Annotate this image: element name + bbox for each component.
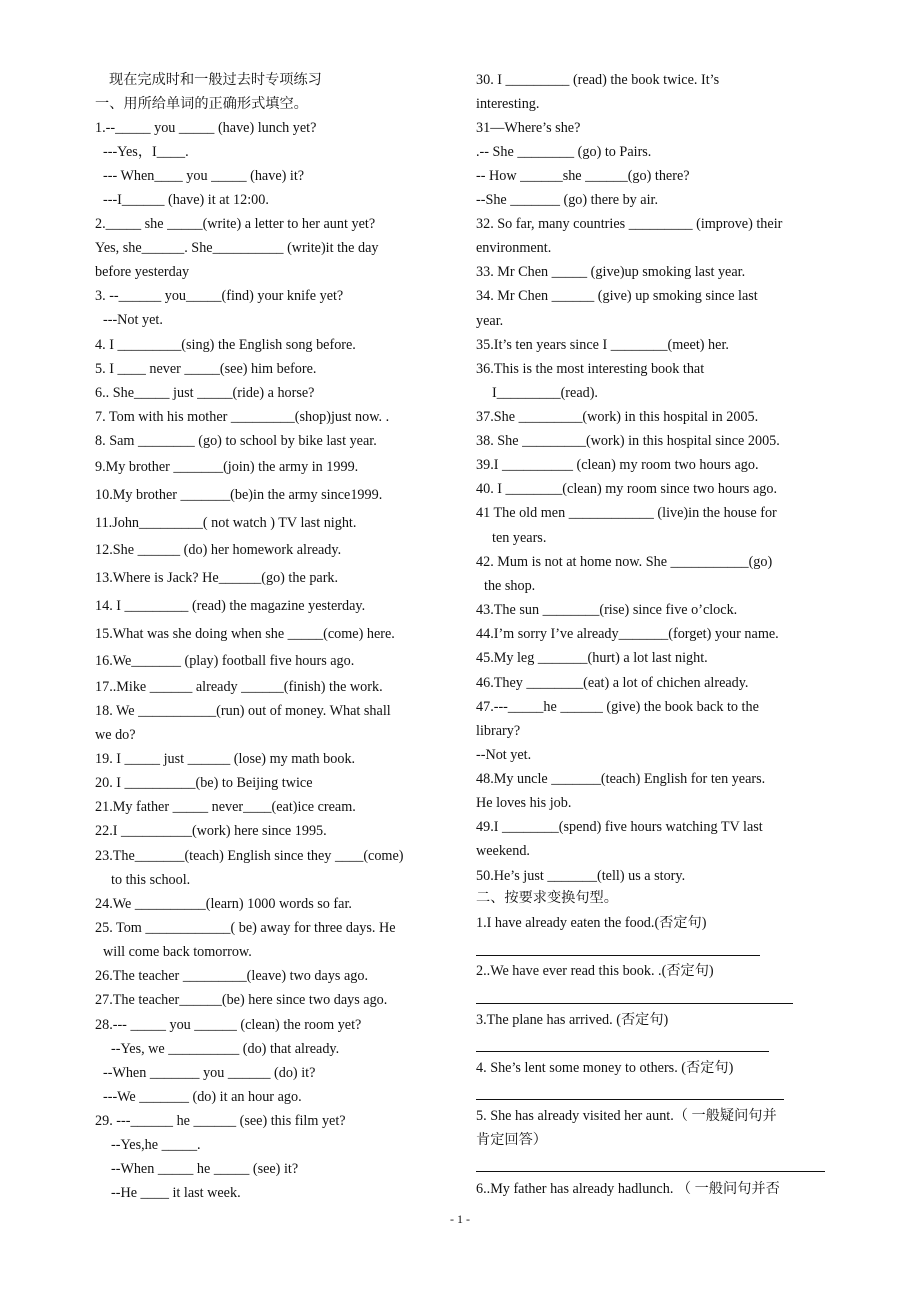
exercise-line: 36.This is the most interesting book that: [476, 361, 705, 377]
answer-line: [476, 1051, 769, 1052]
exercise-line: 10.My brother _______(be)in the army since1999.: [95, 487, 383, 503]
answer-line: [476, 1171, 825, 1172]
exercise-line: 3. --______ you_____(find) your knife yet?: [95, 288, 344, 304]
exercise-line: 43.The sun ________(rise) since five o’clock.: [476, 602, 738, 618]
exercise-line: 45.My leg _______(hurt) a lot last night.: [476, 650, 708, 666]
exercise-line: 35.It’s ten years since I ________(meet) her.: [476, 337, 729, 353]
answer-line: [476, 955, 760, 956]
exercise-line: 47.---_____he ______ (give) the book back to the: [476, 699, 759, 715]
exercise-line: 38. She _________(work) in this hospital since 2005.: [476, 433, 780, 449]
exercise-line: 28.--- _____ you ______ (clean) the room yet?: [95, 1017, 362, 1033]
transform-line: 5. She has already visited her aunt.（ 一般疑问句并: [476, 1108, 777, 1124]
exercise-line: 14. I _________ (read) the magazine yesterday.: [95, 598, 366, 614]
exercise-line: --She _______ (go) there by air.: [476, 192, 659, 208]
exercise-line: --He ____ it last week.: [111, 1185, 241, 1201]
exercise-line: --When _____ he _____ (see) it?: [111, 1161, 299, 1177]
transform-line: 6..My father has already hadlunch. （ 一般问句并否: [476, 1181, 780, 1197]
exercise-line: 15.What was she doing when she _____(come) here.: [95, 626, 395, 642]
exercise-line: we do?: [95, 727, 136, 743]
exercise-line: ---I______ (have) it at 12:00.: [103, 192, 269, 208]
answer-line: [476, 1099, 784, 1100]
exercise-line: --When _______ you ______ (do) it?: [103, 1065, 316, 1081]
exercise-line: 37.She _________(work) in this hospital in 2005.: [476, 409, 759, 425]
exercise-line: ---Yes，I____.: [103, 144, 189, 160]
exercise-line: He loves his job.: [476, 795, 572, 811]
exercise-line: year.: [476, 313, 504, 329]
exercise-line: interesting.: [476, 96, 540, 112]
worksheet-title: 现在完成时和一般过去时专项练习: [109, 72, 322, 88]
exercise-line: the shop.: [484, 578, 536, 594]
exercise-line: 19. I _____ just ______ (lose) my math book.: [95, 751, 356, 767]
exercise-line: 9.My brother _______(join) the army in 1999.: [95, 459, 359, 475]
exercise-line: 41 The old men ____________ (live)in the house for: [476, 505, 777, 521]
exercise-line: --Yes,he _____.: [111, 1137, 201, 1153]
exercise-line: 25. Tom ____________( be) away for three days. He: [95, 920, 396, 936]
exercise-line: 22.I __________(work) here since 1995.: [95, 823, 327, 839]
exercise-line: ---Not yet.: [103, 312, 163, 328]
exercise-line: 26.The teacher _________(leave) two days ago.: [95, 968, 369, 984]
exercise-line: I_________(read).: [492, 385, 598, 401]
exercise-line: weekend.: [476, 843, 530, 859]
transform-line: 4. She’s lent some money to others. (否定句): [476, 1060, 734, 1076]
exercise-line: -- How ______she ______(go) there?: [476, 168, 690, 184]
exercise-line: 20. I __________(be) to Beijing twice: [95, 775, 313, 791]
exercise-line: 42. Mum is not at home now. She ___________(go): [476, 554, 773, 570]
exercise-line: 17..Mike ______ already ______(finish) the work.: [95, 679, 383, 695]
exercise-line: --- When____ you _____ (have) it?: [103, 168, 305, 184]
transform-line: 2..We have ever read this book. .(否定句): [476, 963, 714, 979]
exercise-line: 33. Mr Chen _____ (give)up smoking last year.: [476, 264, 746, 280]
transform-line: 1.I have already eaten the food.(否定句): [476, 915, 707, 931]
exercise-line: 16.We_______ (play) football five hours ago.: [95, 653, 355, 669]
transform-line: 肯定回答）: [476, 1132, 547, 1148]
exercise-line: 8. Sam ________ (go) to school by bike last year.: [95, 433, 377, 449]
exercise-line: before yesterday: [95, 264, 190, 280]
exercise-line: will come back tomorrow.: [103, 944, 252, 960]
exercise-line: 13.Where is Jack? He______(go) the park.: [95, 570, 339, 586]
exercise-line: environment.: [476, 240, 552, 256]
exercise-line: ---We _______ (do) it an hour ago.: [103, 1089, 302, 1105]
exercise-line: 27.The teacher______(be) here since two days ago.: [95, 992, 388, 1008]
exercise-line: 23.The_______(teach) English since they ____(come): [95, 848, 404, 864]
exercise-line: 50.He’s just _______(tell) us a story.: [476, 868, 686, 884]
exercise-line: 32. So far, many countries _________ (improve) their: [476, 216, 783, 232]
exercise-line: 1.--_____ you _____ (have) lunch yet?: [95, 120, 317, 136]
page-number: - 1 -: [450, 1212, 470, 1226]
section-heading-fill-blanks: 一、用所给单词的正确形式填空。: [95, 96, 308, 112]
exercise-line: 11.John_________( not watch ) TV last night.: [95, 515, 357, 531]
exercise-line: 6.. She_____ just _____(ride) a horse?: [95, 385, 315, 401]
exercise-line: Yes, she______. She__________ (write)it the day: [95, 240, 379, 256]
exercise-line: 29. ---______ he ______ (see) this film yet?: [95, 1113, 346, 1129]
exercise-line: 4. I _________(sing) the English song before.: [95, 337, 356, 353]
exercise-line: 21.My father _____ never____(eat)ice cream.: [95, 799, 356, 815]
exercise-line: 44.I’m sorry I’ve already_______(forget) your name.: [476, 626, 779, 642]
exercise-line: 34. Mr Chen ______ (give) up smoking since last: [476, 288, 758, 304]
exercise-line: 40. I ________(clean) my room since two hours ago.: [476, 481, 778, 497]
answer-line: [476, 1003, 793, 1004]
exercise-line: 24.We __________(learn) 1000 words so far.: [95, 896, 352, 912]
exercise-line: 30. I _________ (read) the book twice. It’s: [476, 72, 720, 88]
exercise-line: 39.I __________ (clean) my room two hours ago.: [476, 457, 759, 473]
exercise-line: 5. I ____ never _____(see) him before.: [95, 361, 317, 377]
exercise-line: library?: [476, 723, 521, 739]
section-heading-transform: 二、按要求变换句型。: [476, 890, 618, 906]
exercise-line: 48.My uncle _______(teach) English for ten years.: [476, 771, 766, 787]
transform-line: 3.The plane has arrived. (否定句): [476, 1012, 669, 1028]
exercise-line: .-- She ________ (go) to Pairs.: [476, 144, 652, 160]
exercise-line: 31—Where’s she?: [476, 120, 581, 136]
exercise-line: 18. We ___________(run) out of money. What shall: [95, 703, 391, 719]
exercise-line: --Not yet.: [476, 747, 532, 763]
exercise-line: 46.They ________(eat) a lot of chichen already.: [476, 675, 749, 691]
exercise-line: 2._____ she _____(write) a letter to her aunt yet?: [95, 216, 376, 232]
exercise-line: --Yes, we __________ (do) that already.: [111, 1041, 340, 1057]
exercise-line: 7. Tom with his mother _________(shop)just now. .: [95, 409, 390, 425]
exercise-line: 12.She ______ (do) her homework already.: [95, 542, 342, 558]
exercise-line: ten years.: [492, 530, 547, 546]
exercise-line: 49.I ________(spend) five hours watching TV last: [476, 819, 763, 835]
exercise-line: to this school.: [111, 872, 191, 888]
